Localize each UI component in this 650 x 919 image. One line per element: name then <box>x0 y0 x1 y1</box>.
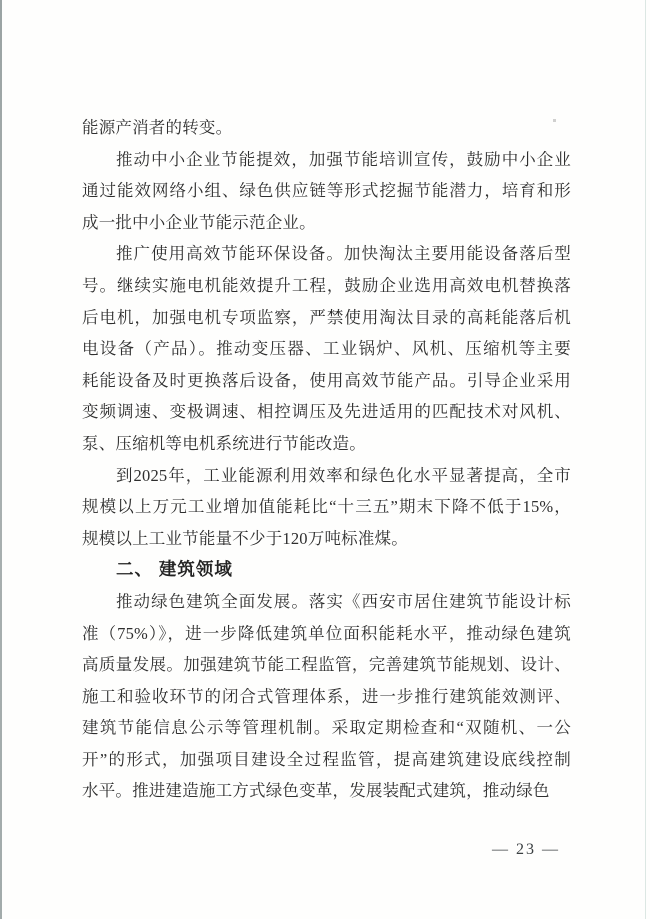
text-line: 准（75%）》，进一步降低建筑单位面积能耗水平，推动绿色建筑 <box>82 623 571 643</box>
paragraph <box>82 238 571 459</box>
text-line: 推动绿色建筑全面发展。落实《西安市居住建筑节能设计标 <box>116 591 571 611</box>
text-line: 电设备（产品）。推动变压器、工业锅炉、风机、压缩机等主要 <box>82 339 571 359</box>
text-line: 通过能效网络小组、绿色供应链等形式挖掘节能潜力，培育和形 <box>82 181 571 201</box>
text-line: 水平。推进建造施工方式绿色变革，发展装配式建筑，推动绿色 <box>82 781 550 801</box>
text-line: 推广使用高效节能环保设备。加快淘汰主要用能设备落后型 <box>116 244 571 264</box>
text-line: 规模以上万元工业增加值能耗比“十三五”期末下降不低于15%， <box>82 497 571 517</box>
paragraph <box>82 112 571 144</box>
heading-line: 二、 建筑领域 <box>116 559 233 580</box>
paragraph <box>82 586 571 807</box>
text-line: 规模以上工业节能量不少于120万吨标准煤。 <box>82 528 408 548</box>
text-line: 开”的形式，加强项目建设全过程监管，提高建筑建设底线控制 <box>82 749 571 769</box>
text-line: 施工和验收环节的闭合式管理体系，进一步推行建筑能效测评、 <box>82 686 571 706</box>
section-heading <box>82 554 571 586</box>
paragraph <box>82 460 571 555</box>
scan-edge-left <box>0 0 2 919</box>
text-line: 变频调速、变极调速、相控调压及先进适用的匹配技术对风机、 <box>82 402 571 422</box>
text-line: 耗能设备及时更换落后设备，使用高效节能产品。引导企业采用 <box>82 370 571 390</box>
text-line: 能源产消者的转变。 <box>82 118 233 137</box>
text-line: 推动中小企业节能提效，加强节能培训宣传，鼓励中小企业 <box>116 149 571 169</box>
paragraph <box>82 144 571 239</box>
text-line: 号。继续实施电机能效提升工程，鼓励企业选用高效电机替换落 <box>82 275 571 295</box>
text-line: 泵、压缩机等电机系统进行节能改造。 <box>82 433 366 453</box>
page-number: — 23 — <box>492 841 560 858</box>
text-line: 建筑节能信息公示等管理机制。采取定期检查和“双随机、一公 <box>82 718 571 738</box>
document-body <box>82 112 571 807</box>
text-line: 高质量发展。加强建筑节能工程监管，完善建筑节能规划、设计、 <box>82 655 571 675</box>
text-line: 成一批中小企业节能示范企业。 <box>82 212 316 232</box>
text-line: 到2025年，工业能源利用效率和绿色化水平显著提高，全市 <box>116 465 571 485</box>
scan-edge-right <box>645 0 646 919</box>
text-line: 后电机，加强电机专项监察，严禁使用淘汰目录的高耗能落后机 <box>82 307 571 327</box>
